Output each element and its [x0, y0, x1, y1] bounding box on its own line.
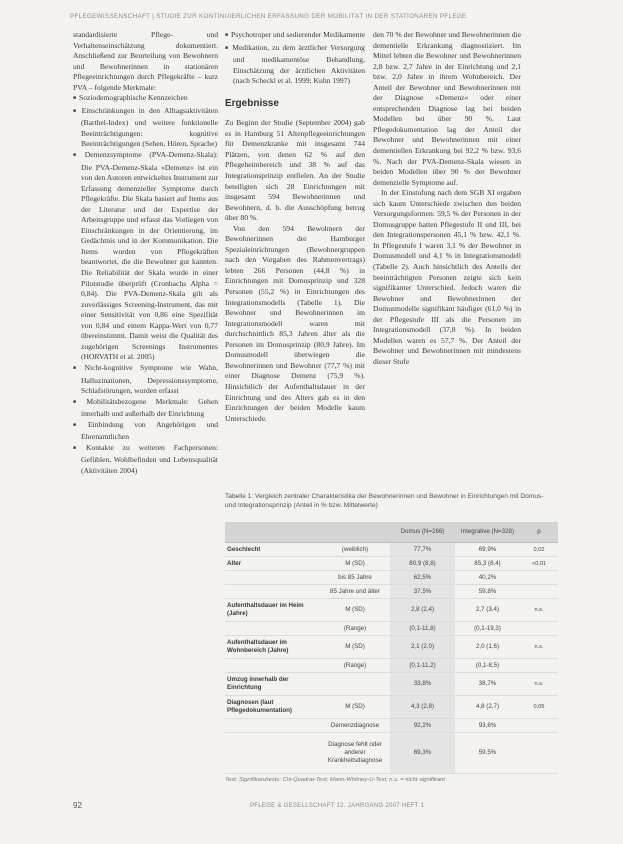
cell-domus: 4,3 (2,8): [390, 696, 455, 719]
cell-p: n.s.: [520, 636, 558, 659]
cell-integrative: 93,6%: [455, 719, 520, 733]
data-table: [225, 522, 558, 774]
column-2: [225, 30, 365, 424]
row-label: Aufenthaltsdauer im Wohnbereich (Jahre): [225, 636, 320, 659]
cell-p: 0,02: [520, 543, 558, 557]
column-3: [373, 30, 521, 368]
row-sub: M (SD): [320, 599, 390, 622]
cell-p: [520, 659, 558, 673]
cell-integrative: 59,5%: [455, 733, 520, 774]
cell-p: 0,05: [520, 696, 558, 719]
cell-domus: 80,9 (8,8): [390, 557, 455, 571]
table-row: [225, 557, 558, 571]
bullet-item: ■ Medikation, zu dem ärztlicher Versorgung und medikamentöse Behandlung, Einschätzung der ärztlichen Aktivitäten (nach Scheckl et al. 1999; Kuhn 1997): [225, 43, 365, 87]
row-sub: (weiblich): [320, 543, 390, 557]
table-row: [225, 719, 558, 733]
row-sub: [320, 673, 390, 696]
row-label: [225, 622, 320, 636]
paragraph: In der Einstufung nach dem SGB XI ergaben sich kaum Unterschiede zwischen den beiden Versorgungsformen: 59,5 % der Personen in der Domusgruppe hatten Pflegestufe II und III, bei den Integrationspersonen 45,1 % bzw. 42,1 %. In Pflegestufe I waren 3,1 % der Bewohner in Domusmodell und 4,1 % in Integrationsmodell (Tabelle 2). Auch hinsichtlich des Anteils der beeinträchtigten Personen zeigte sich kein signifikanter Unterschied. Jedoch waren die Bewohner und Bewohnerinnen der Domusmodelle signifikant häufiger (61,0 %) in der Pflegestufe III als die Personen im Integrationsmodell (37,8 %). In beiden Modellen waren es 57,7 %. Der Anteil der Bewohner und Bewohnerinnen mit mindestens dieser Stufe: [373, 188, 521, 366]
row-label: [225, 659, 320, 673]
table-row: [225, 636, 558, 659]
bullet-item: ■ Einbindung von Angehörigen und Ehrenamtlichen: [73, 420, 218, 443]
bullet-item: ■ Einschränkungen in den Alltagsaktivitäten (Barthel-Index) und weitere funktionelle Beeinträchtigungen: kognitive Beeinträchtigungen (Sehen, Hören, Sprache): [73, 106, 218, 150]
cell-integrative: 4,8 (2,7): [455, 696, 520, 719]
cell-domus: 62,5%: [390, 571, 455, 585]
row-label: Geschlecht: [225, 543, 320, 557]
bullet-item: ■ Kontakte zu weiteren Fachpersonen: Gefühlen, Wohlbefinden und Lebensqualität (Aktivitäten 2004): [73, 443, 218, 477]
cell-domus: 37,5%: [390, 585, 455, 599]
cell-p: [520, 733, 558, 774]
header-p: p: [520, 522, 558, 543]
cell-domus: 2,1 (2,0): [390, 636, 455, 659]
bullet-item: ■ Soziodemographische Kennzeichen: [73, 93, 218, 106]
table-row: [225, 585, 558, 599]
table-caption: Tabelle 1: Vergleich zentraler Charakteristika der Bewohnerinnen und Bewohner in Einrichtungen mit Domus- und Integrationsprinzip (Anteil in % bzw. Mittelwerte): [225, 493, 544, 509]
cell-domus: 92,2%: [390, 719, 455, 733]
row-sub: M (SD): [320, 557, 390, 571]
running-footer: PFLEGE & GESELLSCHAFT 12. JAHRGANG 2007 HEFT 1: [250, 803, 425, 809]
table-row: [225, 673, 558, 696]
row-sub: M (SD): [320, 696, 390, 719]
cell-integrative: (0,1-8,5): [455, 659, 520, 673]
cell-p: [520, 585, 558, 599]
page-number: 92: [73, 801, 82, 810]
bullet-item: ■ Psychotroper und sedierender Medikamente: [225, 30, 365, 43]
bullet-item: ■ Nicht-kognitive Symptome wie Wahn, Halluzinationen, Depressionssymptome, Schlafstörungen, wurden erfasst: [73, 363, 218, 397]
paragraph: Von den 594 Bewohnern der Bewohnerinnen der Hamburger Spezialeinrichtungen (Bewohnergruppen nach den Vorgaben des Rahmenvertrags) lebten 266 Personen (44,8 %) in Einrichtungen mit Domusprinzip und 328 Personen (55,2 %) in Einrichtungen des Integrationsmodells (Tabelle 1). Die Bewohner und Bewohnerinnen im Integrationsmodell waren mit durchschnittlich 85,3 Jahren älter als die Personen im Domusprinzip (80,9 Jahre). Im Domusmodell überwiegen die Bewohnerinnen und Bewohner (77,7 %) mit einer Diagnose Demenz (75,9 %). Hinsichtlich der Aufenthaltsdauer in der Einrichtung und des Alters gab es in den Einrichtungen der beiden Modelle kaum Unterschiede.: [225, 223, 365, 423]
cell-p: n.s.: [520, 599, 558, 622]
paragraph: den 70 % der Bewohner und Bewohnerinnen die dementielle Erkrankung diagnostiziert. Im Mittel lebten die Bewohner und Bewohnerinnen 2,8 bzw. 2,7 Jahre in der Einrichtung und 2,1 bzw. 2,0 Jahre in ihrem Wohnbereich. Der Anteil der Bewohner und Bewohnerinnen mit der Diagnose »Demenz« oder einer entsprechenden Diagnose lag bei beiden Modellen bei über 90 %. Laut Pflegedokumentation lag der Anteil der Bewohner und Bewohnerinnen mit einer dementiellen Erkrankung bei 92,2 % bzw. 93,6 %. Nach der PVA-Demenz-Skala wiesen in beiden Modellen über 90 % der Bewohner demenzielle Symptome auf.: [373, 30, 521, 187]
row-sub: M (SD): [320, 636, 390, 659]
cell-domus: (0,1-11,2): [390, 659, 455, 673]
table-row: [225, 659, 558, 673]
cell-domus: 77,7%: [390, 543, 455, 557]
row-sub: 85 Jahre und älter: [320, 585, 390, 599]
cell-integrative: 38,7%: [455, 673, 520, 696]
bullet-item: ■ Mobilitätsbezogene Merkmale: Gehen innerhalb und außerhalb der Einrichtung: [73, 397, 218, 420]
cell-integrative: 85,3 (8,4): [455, 557, 520, 571]
cell-p: <0,01: [520, 557, 558, 571]
row-sub: (Range): [320, 622, 390, 636]
row-sub: Diagnose fehlt oder anderer Krankheitsdiagnose: [320, 733, 390, 774]
cell-domus: (0,1-11,8): [390, 622, 455, 636]
cell-p: [520, 571, 558, 585]
cell-p: [520, 622, 558, 636]
row-label: Umzug innerhalb der Einrichtung: [225, 673, 320, 696]
table-row: [225, 696, 558, 719]
cell-domus: 2,8 (2,4): [390, 599, 455, 622]
header-integrative: Integrative (N=328): [455, 522, 520, 543]
row-label: Aufenthaltsdauer im Heim (Jahre): [225, 599, 320, 622]
row-label: [225, 585, 320, 599]
cell-integrative: 40,2%: [455, 571, 520, 585]
cell-integrative: 69,9%: [455, 543, 520, 557]
row-label: [225, 733, 320, 774]
cell-domus: 33,8%: [390, 673, 455, 696]
paragraph: Zu Beginn der Studie (September 2004) gab es in Hamburg 51 Altenpflegeeinrichtungen für Demenzkranke mit insgesamt 744 Plätzen, von denen 62 % auf den Pflegeheimbereich und 38 % auf das Integrationsprinzip entfielen. An der Studie beteiligten sich 28 Einrichtungen mit insgesamt 594 Bewohnerinnen und Bewohnern, d. h. die Ausschöpfung betrug über 80 %.: [225, 118, 365, 223]
column-1: [73, 30, 218, 476]
cell-integrative: (0,1-19,3): [455, 622, 520, 636]
row-label: [225, 571, 320, 585]
table-note: Test: Signifikanztests: Chi-Quadrat-Test; Mann-Whitney-U-Test; n.s. = nicht signifikant: [225, 777, 445, 783]
header-domus: Domus (N=266): [390, 522, 455, 543]
row-label: [225, 719, 320, 733]
section-heading: Ergebnisse: [225, 97, 279, 109]
cell-integrative: 59,8%: [455, 585, 520, 599]
cell-p: [520, 719, 558, 733]
table-row: [225, 599, 558, 622]
table-row: [225, 622, 558, 636]
table-row: [225, 571, 558, 585]
row-label: Alter: [225, 557, 320, 571]
table-row: [225, 543, 558, 557]
row-label: Diagnosen (laut Pflegedokumentation): [225, 696, 320, 719]
row-sub: (Range): [320, 659, 390, 673]
cell-p: n.s.: [520, 673, 558, 696]
table-header-row: [225, 522, 558, 543]
paragraph: standardisierte Pflege- und Verhaltenseinschätzung dokumentiert. Anschließend zur Beurteilung von Bewohnern und Bewohnerinnen in stationären Pflegeeinrichtungen durch Pflegekräfte – kurz PVA – folgende Merkmale:: [73, 30, 218, 92]
running-header: PFLEGEWISSENSCHAFT | STUDIE ZUR KONTINUIERLICHEN ERFASSUNG DER MOBILITÄT IN DER STATIONÄREN PFLEGE: [70, 13, 467, 20]
row-sub: Demenzdiagnose: [320, 719, 390, 733]
bullet-item: ■ Demenzsymptome (PVA-Demenz-Skala): Die PVA-Demenz-Skala »Demenz« ist ein von den Autoren entwickeltes Instrument zur Erfassung demenzieller Symptome durch Pflegekräfte. Die Skala basiert auf Items aus der Literatur und der Expertise der Arbeitsgruppe und erfasst das Vorliegen von Einschränkungen in der Orientierung, im Gedächtnis und in der Kommunikation. Die Items wurden von Pflegekräften beantwortet, die die Bewohner gut kannten. Die Reliabilität der Skala wurde in einer Pilotstudie überprüft (Cronbachs Alpha = 0,84). Die PVA-Demenz-Skala gilt als zuverlässiges Screening-Instrument, das mit einer Sensitivität von 0,86 eine Spezifität von 0,84 und einem Kappa-Wert von 0,77 übereinstimmt. Damit weist die Qualität des zugehörigen Screenings Instrumentes (HORVATH et al. 2005): [73, 150, 218, 363]
cell-integrative: 2,0 (1,6): [455, 636, 520, 659]
cell-integrative: 2,7 (3,4): [455, 599, 520, 622]
table-row: [225, 733, 558, 774]
row-sub: bis 85 Jahre: [320, 571, 390, 585]
cell-domus: 69,3%: [390, 733, 455, 774]
